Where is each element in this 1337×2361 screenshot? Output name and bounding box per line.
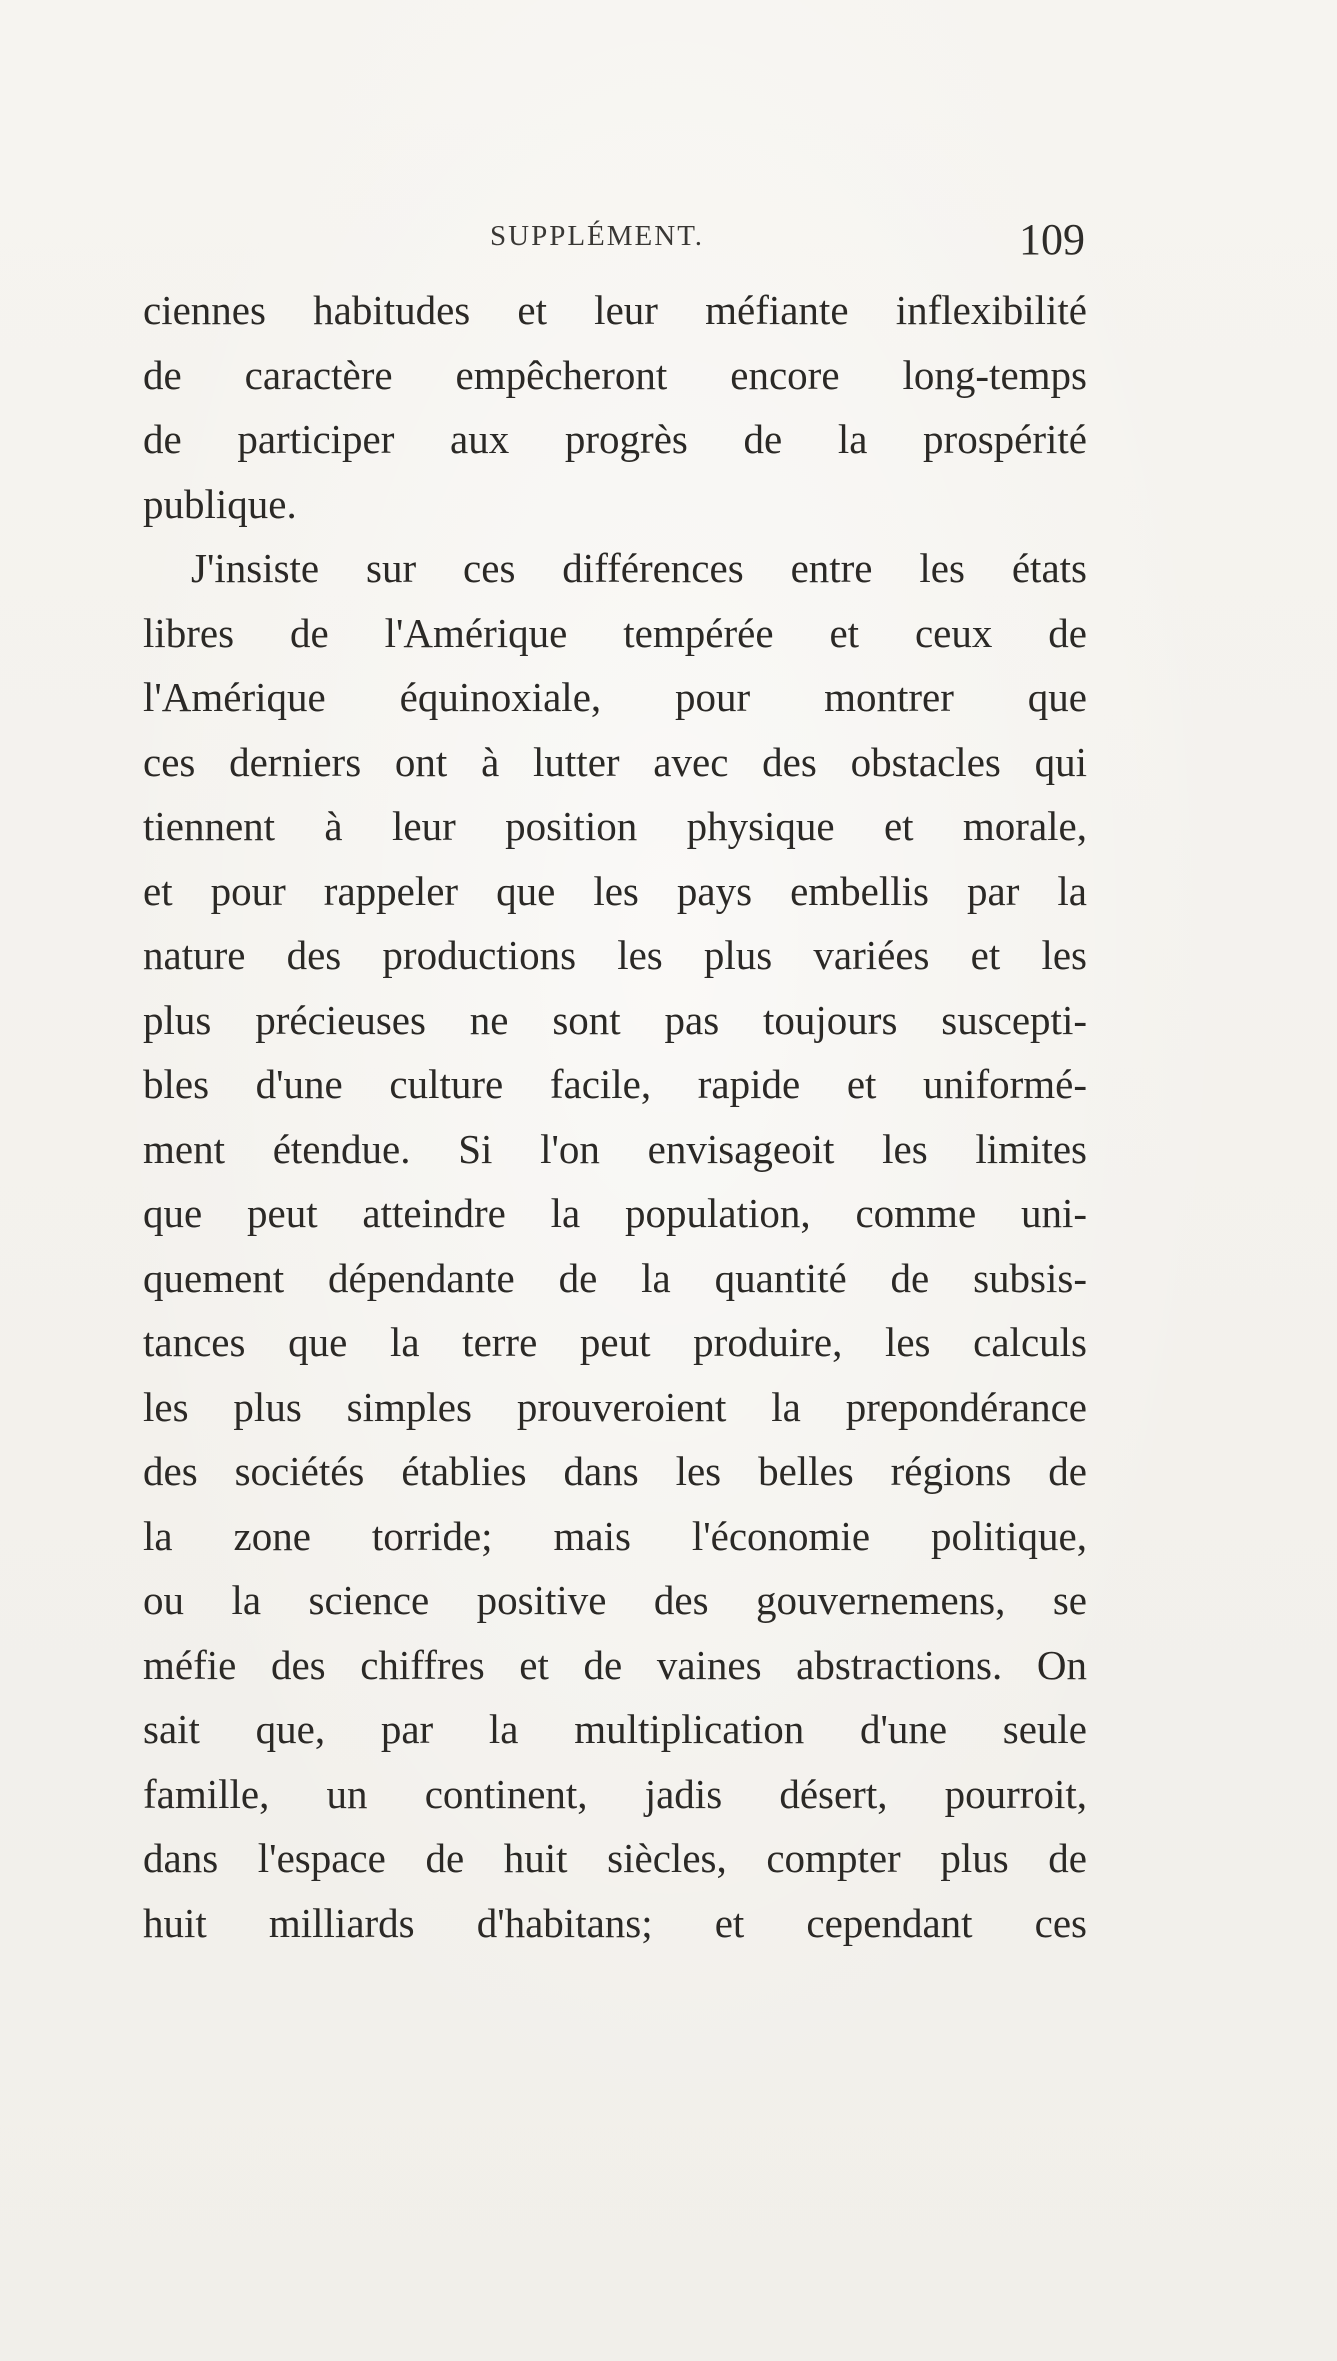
text-line: famille, un continent, jadis désert, pourroit, [143,1770,1087,1817]
text-line: bles d'une culture facile, rapide et uniformé- [143,1061,1087,1107]
text-line: tances que la terre peut produire, les calculs [143,1319,1087,1365]
text-line: l'Amérique équinoxiale, pour montrer que [143,674,1087,720]
text-line: quement dépendante de la quantité de subsis- [143,1254,1087,1301]
text-line: sait que, par la multiplication d'une seule [143,1706,1087,1752]
text-line: nature des productions les plus variées et les [143,932,1087,978]
text-line: des sociétés établies dans les belles régions de [143,1448,1087,1494]
text-line: méfie des chiffres et de vaines abstractions. On [143,1641,1087,1688]
text-line: libres de l'Amérique tempérée et ceux de [143,609,1087,656]
text-line: plus précieuses ne sont pas toujours suscepti- [143,996,1087,1043]
text-line: ciennes habitudes et leur méfiante inflexibilité [143,287,1087,333]
text-line: ces derniers ont à lutter avec des obstacles qui [143,738,1087,785]
text-line: dans l'espace de huit siècles, compter plus de [143,1835,1087,1881]
text-line: ou la science positive des gouvernemens, se [143,1577,1087,1623]
text-line: les plus simples prouveroient la prepondérance [143,1383,1087,1430]
page-header [145,214,1085,274]
running-head: SUPPLÉMENT. [490,220,705,252]
paragraph-first-line: J'insiste sur ces différences entre les états [191,545,1087,591]
text-line: de caractère empêcheront encore long-temps [143,351,1087,398]
page-number: 109 [1019,215,1085,264]
text-line: que peut atteindre la population, comme uni- [143,1190,1087,1236]
text-line: et pour rappeler que les pays embellis par la [143,867,1087,914]
text-line: la zone torride; mais l'économie politique, [143,1512,1087,1559]
text-line: publique. [143,480,297,527]
text-line: ment étendue. Si l'on envisageoit les limites [143,1125,1087,1172]
text-line: huit milliards d'habitans; et cependant ces [143,1899,1087,1946]
text-line: de participer aux progrès de la prospérité [143,416,1087,462]
body-text [143,278,1087,1955]
text-line: tiennent à leur position physique et morale, [143,803,1087,849]
